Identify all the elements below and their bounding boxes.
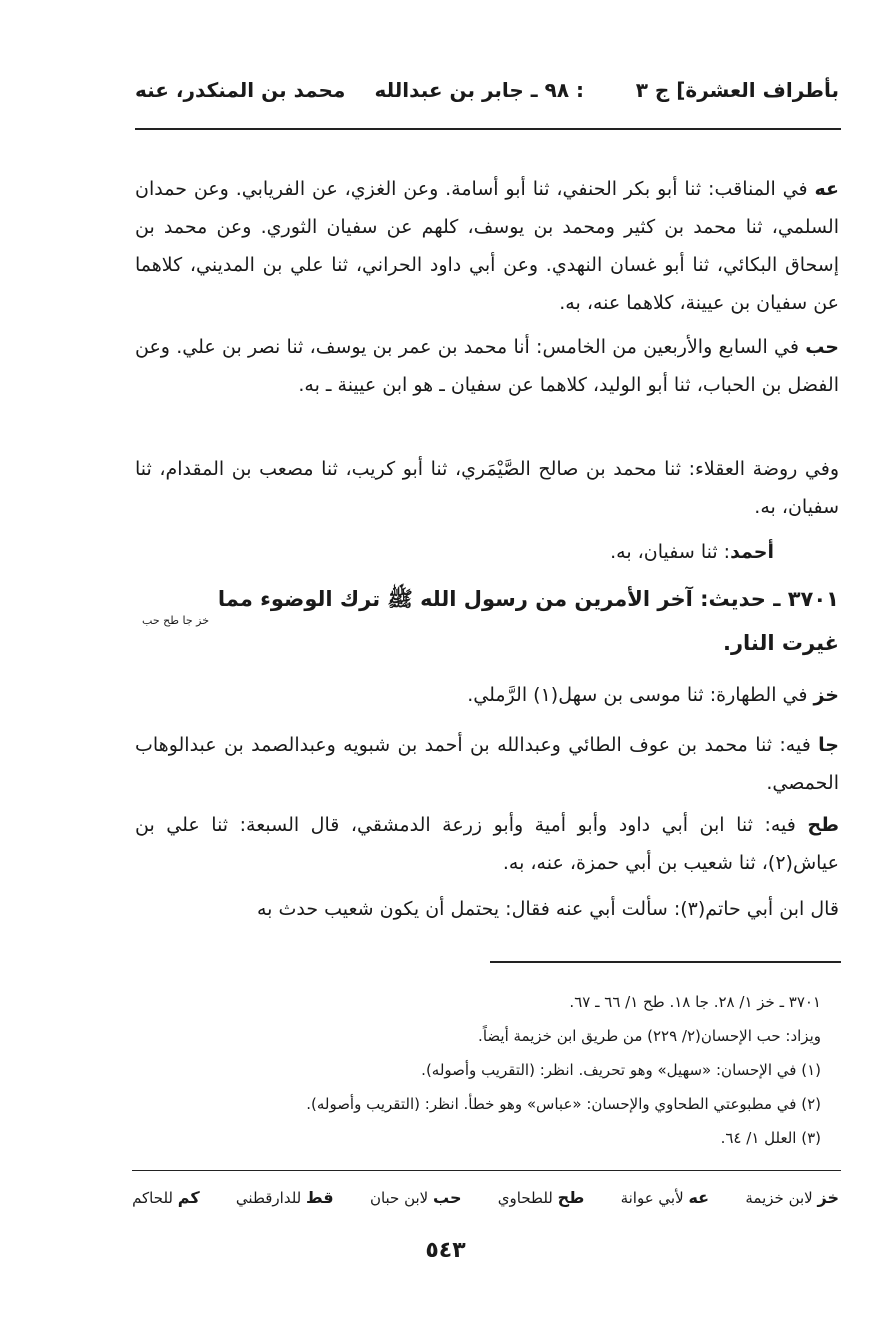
source-symbol: عه [814, 178, 839, 200]
header-section-title: ٩٨ ـ جابر بن عبدالله : [374, 78, 584, 102]
header-narrator: محمد بن المنكدر، عنه [135, 78, 346, 102]
legend-item: عه لأبي عوانة [620, 1188, 710, 1207]
paragraph-text: فيه: ثنا ابن أبي داود وأبو أمية وأبو زرعة الدمشقي، قال السبعة: ثنا علي بن عياش(٢)، ثنا شعيب بن أبي حمزة، عنه، به. [135, 814, 839, 874]
footnote-takhrij: ٣٧٠١ ـ خز ١/ ٢٨. جا ١٨. طح ١/ ٦٦ ـ ٦٧. [569, 993, 821, 1011]
hadith-sources: خز جا طح حب [142, 614, 209, 627]
hadith-number: ٣٧٠١ [787, 587, 839, 611]
paragraph-ibn-hibban [135, 328, 839, 404]
paragraph-text: قال ابن أبي حاتم(٣): سألت أبي عنه فقال: يحتمل أن يكون شعيب حدث به [256, 898, 839, 920]
footnotes [160, 985, 821, 1155]
paragraph-ibn-abi-hatim [135, 890, 839, 928]
source-symbol: حب [805, 336, 839, 358]
running-header [135, 78, 839, 114]
source-symbol: أحمد [730, 541, 774, 563]
legend-item: خز لابن خزيمة [745, 1188, 839, 1207]
legend-rule [132, 1170, 841, 1171]
source-symbol: خز [813, 684, 839, 706]
legend-item: طح للطحاوي [497, 1188, 585, 1207]
footnote-rule [490, 961, 841, 963]
hadith-text-end: غيرت النار. [722, 631, 839, 655]
paragraph-tahawi [135, 806, 839, 882]
source-symbol: طح [807, 814, 839, 836]
page-number: ٥٤٣ [425, 1238, 466, 1263]
legend-item: قط للدارقطني [235, 1188, 334, 1207]
header-book-title: بأطراف العشرة] ج ٣ [635, 78, 839, 102]
footnote-2: (٢) في مطبوعتي الطحاوي والإحسان: «عباس» وهو خطأ. انظر: (التقريب وأصوله). [306, 1095, 821, 1113]
paragraph-jarud [135, 726, 839, 802]
paragraph-text: في الطهارة: ثنا موسى بن سهل(١) الرَّملي. [467, 684, 814, 706]
footnote-3: (٣) العلل ١/ ٦٤. [720, 1129, 821, 1147]
hadith-heading [135, 583, 839, 659]
hadith-text: ـ حديث: آخر الأمرين من رسول الله ﷺ ترك الوضوء مما [217, 587, 781, 611]
source-symbol: جا [818, 734, 839, 756]
paragraph-rawdat [135, 450, 839, 526]
footnote-1: (١) في الإحسان: «سهيل» وهو تحريف. انظر: (التقريب وأصوله). [421, 1061, 821, 1079]
paragraph-khuzaymah [135, 676, 839, 714]
paragraph-manaqib [135, 170, 839, 322]
legend-item: حب لابن حبان [369, 1188, 462, 1207]
paragraph-text: في المناقب: ثنا أبو بكر الحنفي، ثنا أبو أسامة. وعن الغزي، عن الفريابي. وعن حمدان السلمي، ثنا محمد بن كثير ومحمد بن يوسف، كلهم عن سفيان الثوري. وعن محمد بن إسحاق البكائي، ثنا أبو غسان النهدي. وعن أبي داود الحراني، ثنا علي بن المديني، كلاهما عن سفيان بن عيينة، كلاهما عنه، به. [135, 178, 839, 314]
paragraph-text: وفي روضة العقلاء: ثنا محمد بن صالح الصَّيْمَري، ثنا أبو كريب، ثنا مصعب بن المقدام، ثنا سفيان، به. [135, 458, 839, 518]
abbreviation-legend [132, 1188, 839, 1207]
paragraph-text: فيه: ثنا محمد بن عوف الطائي وعبدالله بن أحمد بن شبويه وعبدالصمد بن عبدالوهاب الحمصي. [135, 734, 839, 794]
paragraph-ahmad [135, 533, 839, 571]
footnote-addition: ويزاد: حب الإحسان(٢/ ٢٢٩) من طريق ابن خزيمة أيضاً. [478, 1027, 821, 1045]
paragraph-text: : ثنا سفيان، به. [610, 541, 731, 563]
paragraph-text: في السابع والأربعين من الخامس: أنا محمد بن عمر بن يوسف، ثنا نصر بن علي. وعن الفضل بن الحباب، ثنا أبو الوليد، كلاهما عن سفيان ـ هو ابن عيينة ـ به. [135, 336, 839, 396]
legend-item: كم للحاكم [132, 1188, 200, 1207]
header-rule [135, 128, 841, 130]
